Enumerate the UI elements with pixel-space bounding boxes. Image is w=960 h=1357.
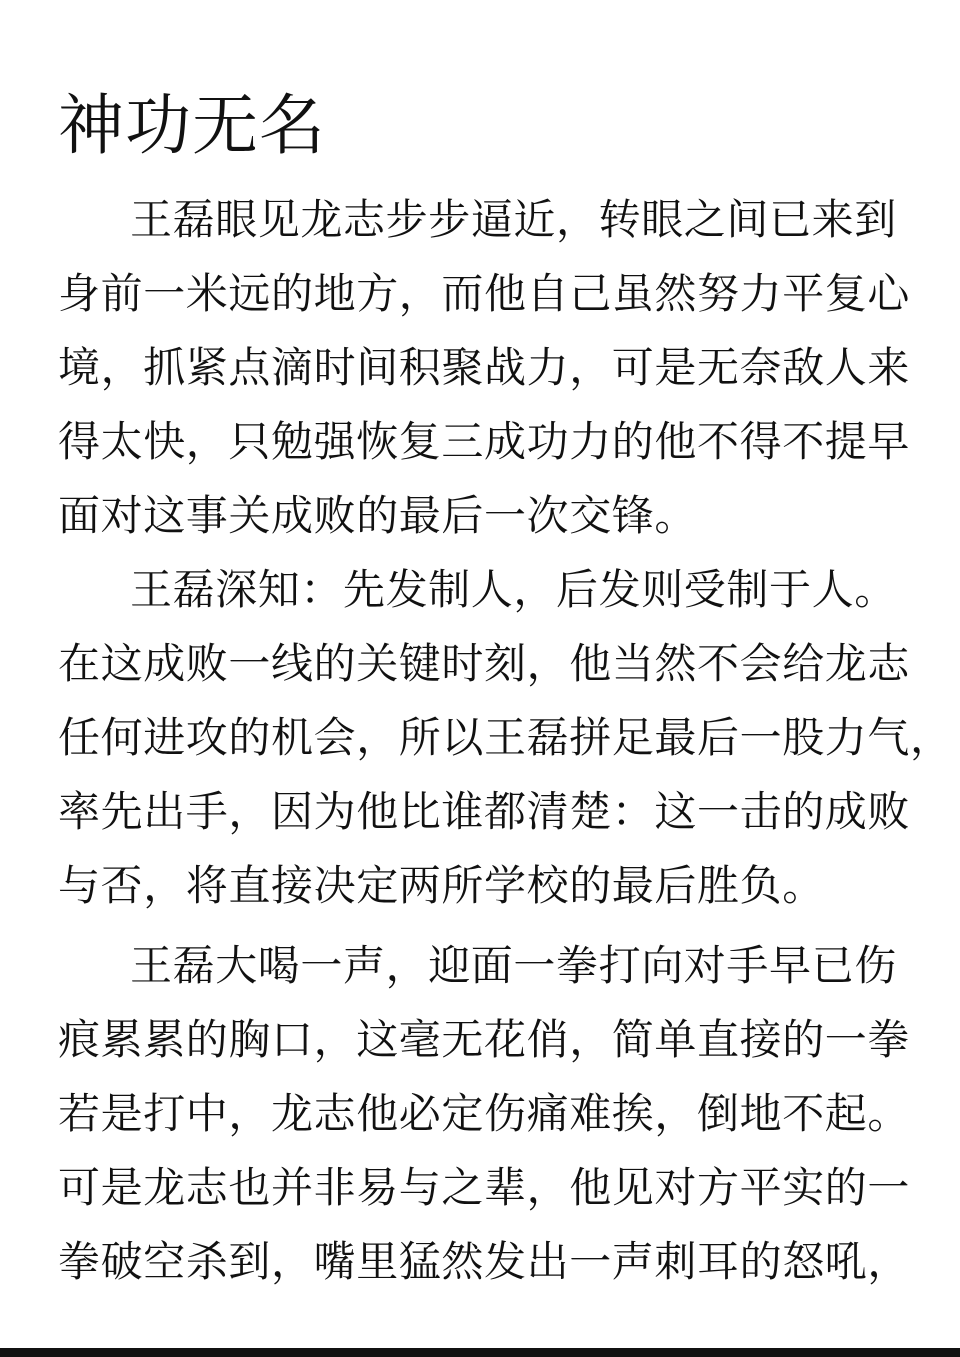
paragraph-3-line-2: 痕累累的胸口，这毫无花俏，简单直接的一拳 <box>58 1015 911 1064</box>
paragraph-1-line-4: 得太快，只勉强恢复三成功力的他不得不提早 <box>58 417 911 466</box>
paragraph-2-line-3: 任何进攻的机会，所以王磊拼足最后一股力气， <box>58 713 953 762</box>
paragraph-2-line-4: 率先出手，因为他比谁都清楚：这一击的成败 <box>58 787 911 836</box>
paragraph-3-line-3: 若是打中，龙志他必定伤痛难挨，倒地不起。 <box>58 1089 911 1138</box>
chapter-title: 神功无名 <box>58 87 326 164</box>
paragraph-1-line-1: 王磊眼见龙志步步逼近，转眼之间已来到 <box>130 195 897 244</box>
paragraph-2-line-2: 在这成败一线的关键时刻，他当然不会给龙志 <box>58 639 911 688</box>
paragraph-2-line-1: 王磊深知：先发制人，后发则受制于人。 <box>130 565 897 614</box>
paragraph-3-line-5: 拳破空杀到，嘴里猛然发出一声刺耳的怒吼， <box>58 1237 911 1286</box>
paragraph-1-line-2: 身前一米远的地方，而他自己虽然努力平复心 <box>58 269 911 318</box>
paragraph-3-line-4: 可是龙志也并非易与之辈，他见对方平实的一 <box>58 1163 911 1212</box>
paragraph-2-line-5: 与否，将直接决定两所学校的最后胜负。 <box>58 861 825 910</box>
paragraph-3-line-1: 王磊大喝一声，迎面一拳打向对手早已伤 <box>130 941 897 990</box>
story-body <box>58 183 953 1299</box>
bottom-border-bar <box>0 1348 960 1357</box>
paragraph-1-line-5: 面对这事关成败的最后一次交锋。 <box>58 491 698 540</box>
paragraph-1-line-3: 境，抓紧点滴时间积聚战力，可是无奈敌人来 <box>58 343 911 392</box>
